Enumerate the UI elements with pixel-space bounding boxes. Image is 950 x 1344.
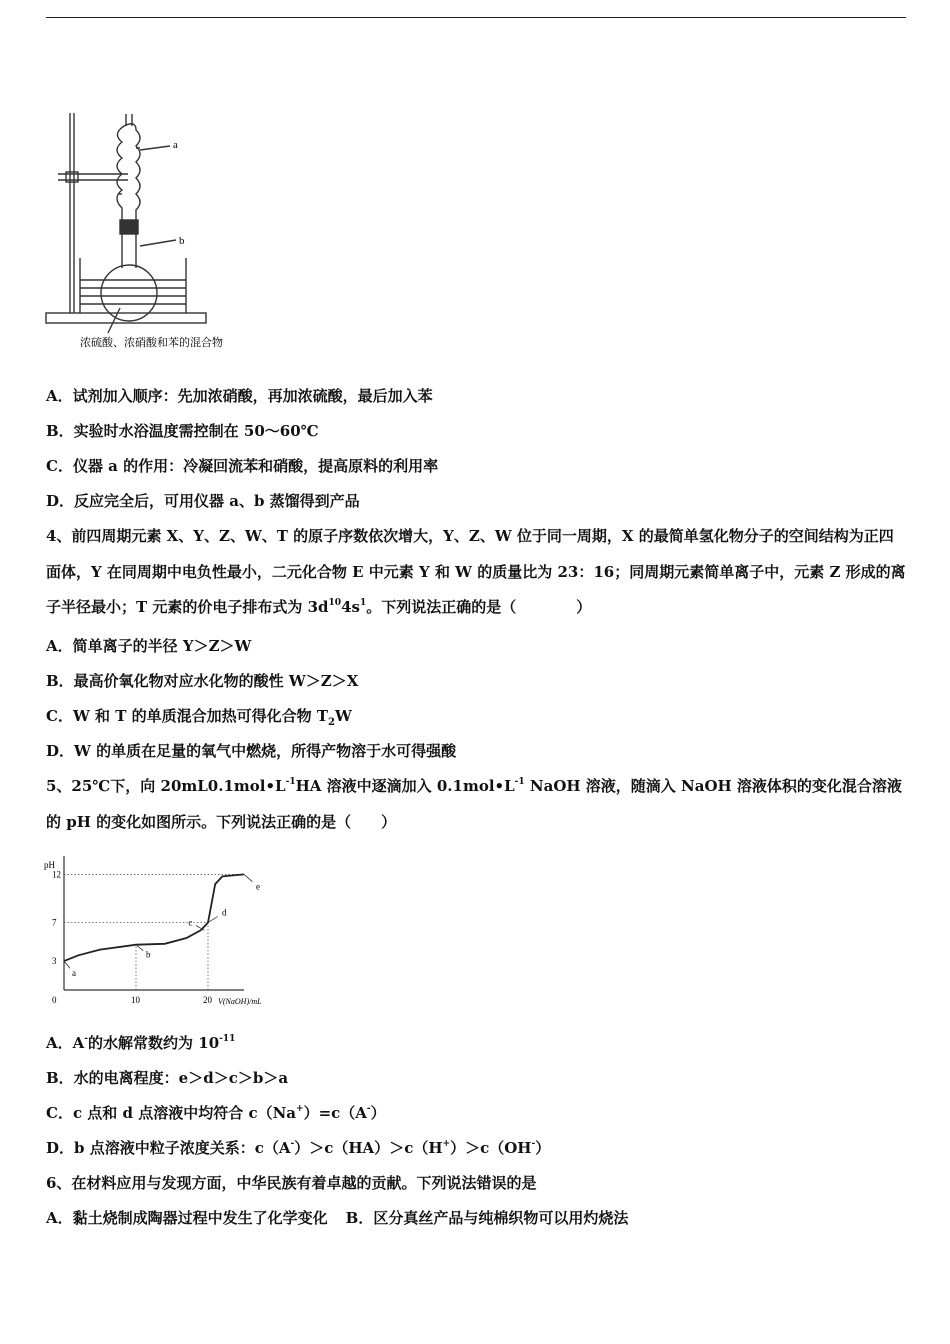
- label-a: a: [173, 139, 178, 151]
- q5-option-c: C．c 点和 d 点溶液中均符合 c（Na+）=c（A-）: [46, 1104, 386, 1122]
- point-leader-a: [64, 961, 70, 968]
- q4-option-c: C．W 和 T 的单质混合加热可得化合物 $T_2W$: [46, 707, 352, 728]
- q5-option-a: A．A-的水解常数约为 $10^{-11}$: [46, 1034, 236, 1052]
- point-leader-e: [244, 874, 252, 881]
- q4-option-d: D．W 的单质在足量的氧气中燃烧，所得产物溶于水可得强酸: [46, 742, 457, 760]
- q5-option-b: B．水的电离程度：e＞d＞c＞b＞a: [46, 1069, 289, 1087]
- label-b: b: [179, 235, 185, 247]
- titration-chart: [38, 856, 270, 1012]
- q3-option-d: D．反应完全后，可用仪器 a、b 蒸馏得到产品: [46, 492, 360, 510]
- figure-caption: 浓硫酸、浓硝酸和苯的混合物: [80, 336, 223, 349]
- q3-option-a: A．试剂加入顺序：先加浓硝酸，再加浓硫酸，最后加入苯: [46, 387, 433, 405]
- q6-option-a: A．黏土烧制成陶器过程中发生了化学变化: [46, 1209, 328, 1227]
- q4-stem: 4、前四周期元素 X、Y、Z、W、T 的原子序数依次增大，Y、Z、W 位于同一周期，X 的最简单氢化物分子的空间结构为正四面体，Y 在同周期中电负性最小，二元化合物 E 中元素 Y 和 W 的质量比为 23：16；同周期元素简单离子中，元素 Z 形成的离子半径最小；T 元素的价电子排布式为 $3d^{10}4s^1$。下列说法正确的是（ ）: [46, 527, 906, 616]
- q6-stem: 6、在材料应用与发现方面，中华民族有着卓越的贡献。下列说法错误的是: [46, 1174, 537, 1192]
- x-tick-label: 0: [52, 995, 57, 1005]
- titration-curve: [64, 874, 244, 961]
- x-tick-label: 20: [203, 995, 212, 1005]
- point-label-c: c: [188, 917, 193, 928]
- q3-option-c: C．仪器 a 的作用：冷凝回流苯和硝酸，提高原料的利用率: [46, 457, 439, 475]
- q4-option-a: A．简单离子的半径 Y＞Z＞W: [46, 637, 252, 655]
- q6-option-b: B．区分真丝产品与纯棉织物可以用灼烧法: [345, 1209, 629, 1227]
- x-tick-label: 10: [131, 995, 140, 1005]
- q5-stem: 5、25℃下，向 $20mL0.1mol•L^{-1}HA$ 溶液中逐滴加入 $0.1mol•L^{-1}$ NaOH 溶液，随滴入 NaOH 溶液体积的变化混合溶液的 pH 的变化如图所示。下列说法正确的是（ ）: [46, 777, 902, 831]
- y-tick-label: 3: [52, 956, 57, 967]
- point-label-d: d: [222, 907, 227, 918]
- q3-option-b: B．实验时水浴温度需控制在 50～60℃: [46, 422, 319, 440]
- point-leader-b: [136, 945, 143, 951]
- x-axis-label: V(NaOH)/mL: [218, 997, 262, 1006]
- point-label-e: e: [256, 881, 260, 892]
- q6-options: [46, 1208, 628, 1228]
- q4-option-b: B．最高价氧化物对应水化物的酸性 W＞Z＞X: [46, 672, 359, 690]
- q5-option-d: D．b 点溶液中粒子浓度关系：c（A-）＞c（HA）＞c（H+）＞c（OH-）: [46, 1139, 551, 1157]
- point-label-b: b: [146, 949, 151, 960]
- y-tick-label: 12: [52, 869, 61, 880]
- point-label-a: a: [72, 968, 76, 979]
- header-rule: [46, 17, 906, 18]
- y-tick-label: 7: [52, 917, 57, 928]
- y-axis-label: pH: [44, 860, 55, 870]
- apparatus-figure: [40, 108, 280, 358]
